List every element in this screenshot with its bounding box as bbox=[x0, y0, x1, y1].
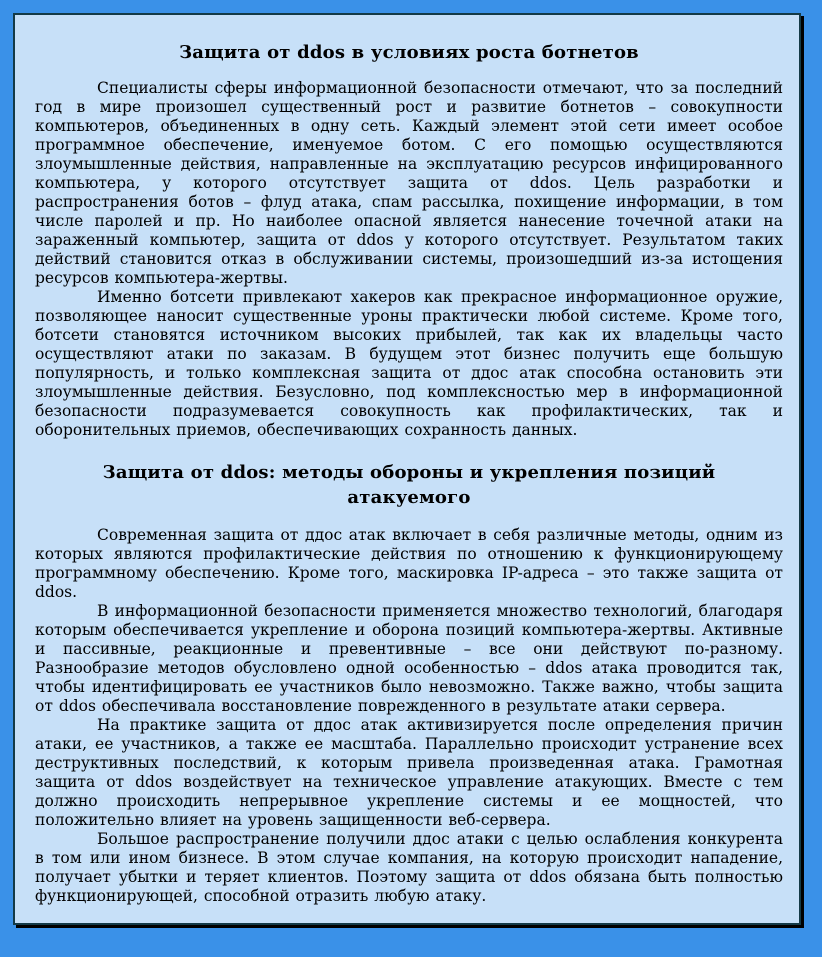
paragraph: Современная защита от ддос атак включает в себя различные методы, одним из которых являются профилактические действия по отношению к функционирующему программному обеспечению. Кроме того, маскировка IP-адреса – это также защита от ddos. bbox=[35, 526, 783, 601]
document-heading-1: Защита от ddos в условиях роста ботнетов bbox=[179, 42, 639, 63]
paragraph: На практике защита от ддос атак активизируется после определения причин атаки, ее участников, а также ее масштаба. Параллельно происходит устранение всех деструктивных последствий, к которым привела произведенная атака. Грамотная защита от ddos воздействует на техническое управление атакующих. Вместе с тем должно происходить непрерывное укрепление системы и ее мощностей, что положительно влияет на уровень защищенности веб-сервера. bbox=[35, 716, 783, 829]
paragraph: Именно ботсети привлекают хакеров как прекрасное информационное оружие, позволяющее наносит существенные уроны практически любой системе. Кроме того, ботсети становятся источником высоких прибылей, так как их владельцы часто осуществляют атаки по заказам. В будущем этот бизнес получить еще большую популярность, и только комплексная защита от ддос атак способна остановить эти злоумышленные действия. Безусловно, под комплексностью мер в информационной безопасности подразумевается совокупность как профилактических, так и оборонительных приемов, обеспечивающих сохранность данных. bbox=[35, 288, 783, 439]
document-content bbox=[15, 15, 799, 906]
paragraph: Большое распространение получили ддос атаки с целью ослабления конкурента в том или ином бизнесе. В этом случае компания, на которую происходит нападение, получает убытки и теряет клиентов. Поэтому защита от ddos обязана быть полностью функционирующей, способной отразить любую атаку. bbox=[35, 830, 783, 905]
document-page bbox=[13, 13, 801, 925]
paragraph: Специалисты сферы информационной безопасности отмечают, что за последний год в мире произошел существенный рост и развитие ботнетов – совокупности компьютеров, объединенных в одну сеть. Каждый элемент этой сети имеет особое программное обеспечение, именуемое ботом. С его помощью осуществляются злоумышленные действия, направленные на эксплуатацию ресурсов инфицированного компьютера, у которого отсутствует защита от ddos. Цель разработки и распространения ботов – флуд атака, спам рассылка, похищение информации, в том числе паролей и пр. Но наиболее опасной является нанесение точечной атаки на зараженный компьютер, защита от ddos у которого отсутствует. Результатом таких действий становится отказ в обслуживании системы, произошедший из-за истощения ресурсов компьютера-жертвы. bbox=[35, 79, 783, 287]
document-heading-2: Защита от ddos: методы обороны и укрепления позиций атакуемого bbox=[102, 462, 716, 508]
paragraph: В информационной безопасности применяется множество технологий, благодаря которым обеспечивается укрепление и оборона позиций компьютера-жертвы. Активные и пассивные, реакционные и превентивные – все они действуют по-разному. Разнообразие методов обусловлено одной особенностью – ddos атака проводится так, чтобы идентифицировать ее участников было невозможно. Также важно, чтобы защита от ddos обеспечивала восстановление поврежденного в результате атаки сервера. bbox=[35, 602, 783, 715]
